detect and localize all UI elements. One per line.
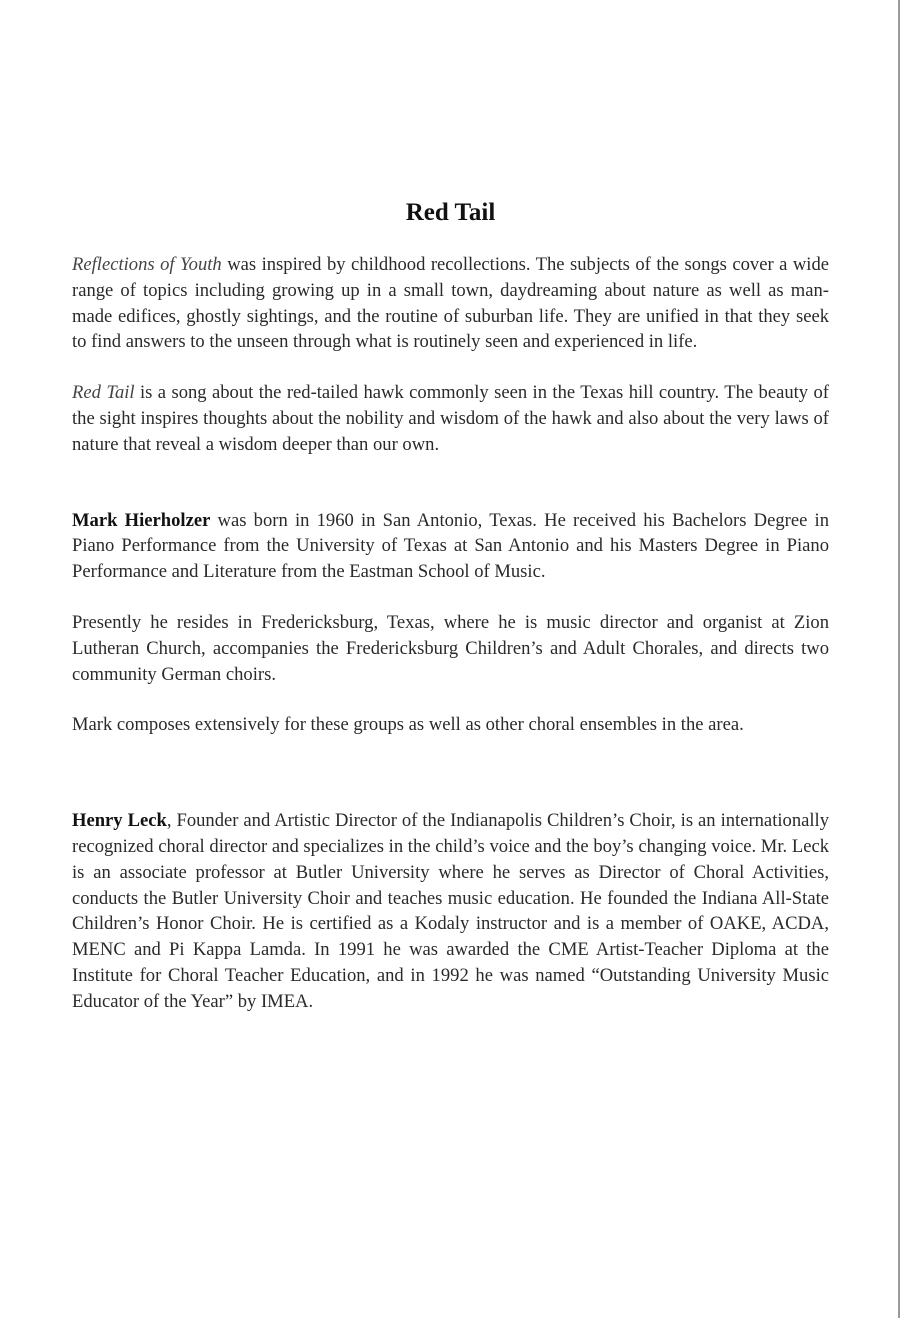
intro-paragraph-1-text: was inspired by childhood recollections. The subjects of the songs cover a wide range of topics including growing up in a small town, daydreaming about nature as well as man-made edifices, ghostly sightings, and the routine of suburban life. They are unified in that they seek to find answers to the unseen through what is routinely seen and experienced in life. xyxy=(72,254,829,353)
intro-paragraph-2 xyxy=(72,380,829,457)
song-title: Red Tail xyxy=(72,382,135,404)
intro-paragraph-2-text: is a song about the red-tailed hawk commonly seen in the Texas hill country. The beauty of the sight inspires thoughts about the nobility and wisdom of the hawk and also about the very laws of nature that reveal a wisdom deeper than our own. xyxy=(72,382,829,455)
composer-bio-1-text: was born in 1960 in San Antonio, Texas. He received his Bachelors Degree in Piano Performance from the University of Texas at San Antonio and his Masters Degree in Piano Performance and Literature from the Eastman School of Music. xyxy=(72,509,829,583)
document-page xyxy=(72,196,829,1015)
editor-bio-paragraph xyxy=(72,808,829,1014)
collection-title: Reflections of Youth xyxy=(72,254,222,275)
intro-paragraph-1 xyxy=(72,252,829,355)
editor-bio-text: , Founder and Artistic Director of the Indianapolis Children’s Choir, is an internationally recognized choral director and specializes in the child’s voice and the boy’s changing voice. Mr. Leck is an associate professor at Butler University where he serves as Director of Choral Activities, conducts the Butler University Choir and teaches music education. He founded the Indiana All-State Children’s Honor Choir. He is certified as a Kodaly instructor and is a member of OAKE, ACDA, MENC and Pi Kappa Lamda. In 1991 he was awarded the CME Artist-Teacher Diploma at the Institute for Choral Teacher Education, and in 1992 he was named “Outstanding University Music Educator of the Year” by IMEA. xyxy=(72,810,829,1012)
composer-bio-paragraph-2: Presently he resides in Fredericksburg, Texas, where he is music director and organist at Zion Lutheran Church, accompanies the Fredericksburg Children’s and Adult Chorales, and directs two community German choirs. xyxy=(72,611,829,685)
composer-bio-paragraph-1 xyxy=(72,508,829,585)
composer-bio-paragraph-3: Mark composes extensively for these groups as well as other choral ensembles in the area. xyxy=(72,714,744,736)
page-title: Red Tail xyxy=(405,199,496,226)
editor-name: Henry Leck xyxy=(72,810,167,832)
composer-name: Mark Hierholzer xyxy=(72,509,211,531)
